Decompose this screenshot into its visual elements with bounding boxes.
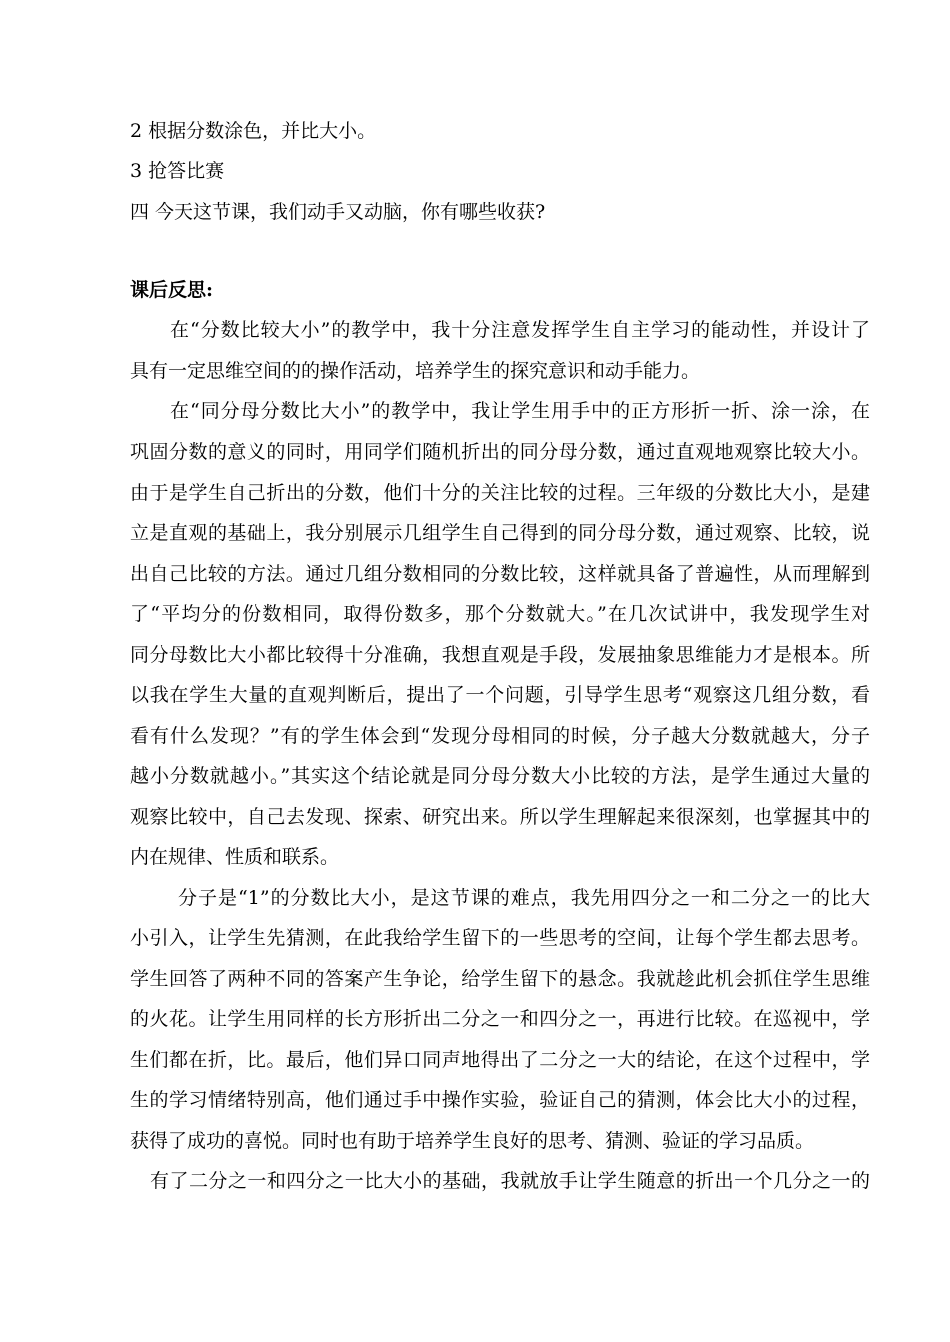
paragraph-line: 立是直观的基础上，我分别展示几组学生自己得到的同分母分数，通过观察、比较，说: [130, 522, 870, 544]
paragraph-line: 同分母数比大小都比较得十分准确，我想直观是手段，发展抽象思维能力才是根本。所: [130, 644, 870, 666]
paragraph-line: 有了二分之一和四分之一比大小的基础，我就放手让学生随意的折出一个几分之一的: [150, 1170, 870, 1192]
paragraph-line: 了“平均分的份数相同，取得份数多，那个分数就大。”在几次试讲中，我发现学生对: [130, 603, 870, 625]
list-item-3: 3 抢答比赛: [130, 160, 225, 182]
paragraph-line: 获得了成功的喜悦。同时也有助于培养学生良好的思考、猜测、验证的学习品质。: [130, 1130, 815, 1152]
paragraph-line: 由于是学生自己折出的分数，他们十分的关注比较的过程。三年级的分数比大小，是建: [130, 482, 870, 504]
paragraph-line: 在“分数比较大小”的教学中，我十分注意发挥学生自主学习的能动性，并设计了: [170, 319, 870, 341]
paragraph-line: 内在规律、性质和联系。: [130, 846, 340, 868]
paragraph-line: 生的学习情绪特别高，他们通过手中操作实验，验证自己的猜测，体会比大小的过程，: [130, 1089, 870, 1111]
paragraph-line: 分子是“1”的分数比大小，是这节课的难点，我先用四分之一和二分之一的比大: [178, 887, 870, 909]
paragraph-line: 学生回答了两种不同的答案产生争论，给学生留下的悬念。我就趁此机会抓住学生思维: [130, 968, 870, 990]
paragraph-line: 具有一定思维空间的的操作活动，培养学生的探究意识和动手能力。: [130, 360, 701, 382]
paragraph-line: 看有什么发现？”有的学生体会到“发现分母相同的时候，分子越大分数就越大，分子: [130, 725, 870, 747]
list-item-4: 四 今天这节课，我们动手又动脑，你有哪些收获?: [130, 201, 546, 223]
paragraph-line: 观察比较中，自己去发现、探索、研究出来。所以学生理解起来很深刻，也掌握其中的: [130, 806, 870, 828]
paragraph-line: 在“同分母分数比大小”的教学中，我让学生用手中的正方形折一折、涂一涂，在: [170, 400, 870, 422]
paragraph-line: 越小分数就越小。”其实这个结论就是同分母分数大小比较的方法，是学生通过大量的: [130, 765, 870, 787]
paragraph-line: 生们都在折，比。最后，他们异口同声地得出了二分之一大的结论，在这个过程中，学: [130, 1049, 870, 1071]
paragraph-line: 以我在学生大量的直观判断后，提出了一个问题，引导学生思考“观察这几组分数，看: [130, 684, 870, 706]
list-item-2: 2 根据分数涂色，并比大小。: [130, 120, 377, 142]
paragraph-line: 巩固分数的意义的同时，用同学们随机折出的同分母分数，通过直观地观察比较大小。: [130, 441, 870, 463]
paragraph-line: 小引入，让学生先猜测，在此我给学生留下的一些思考的空间，让每个学生都去思考。: [130, 927, 870, 949]
paragraph-line: 的火花。让学生用同样的长方形折出二分之一和四分之一，再进行比较。在巡视中，学: [130, 1008, 870, 1030]
paragraph-line: 出自己比较的方法。通过几组分数相同的分数比较，这样就具备了普遍性，从而理解到: [130, 563, 870, 585]
section-heading: 课后反思:: [130, 279, 214, 301]
